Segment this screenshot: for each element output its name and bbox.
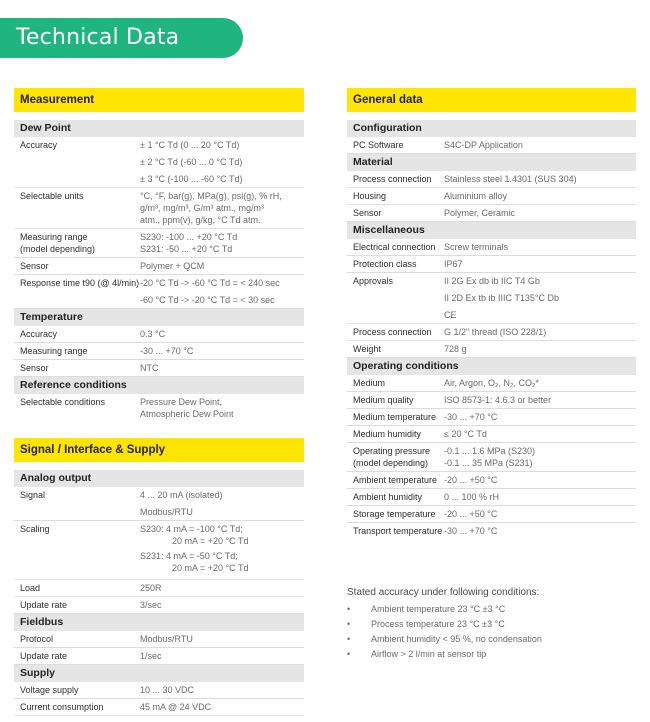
table-row [347,137,636,154]
table-row [14,682,304,699]
value-line: S231: -50 ... +20 °C Td [140,244,233,254]
value-line: S231: 4 mA = -50 °C Td; [140,551,238,561]
value-line: 10 ... 30 VDC [140,685,195,695]
row-value [140,701,211,713]
row-label: Electrical connection [353,242,436,252]
value-line: S230: 4 mA = -100 °C Td; [140,524,243,534]
scaling-s231 [140,550,248,574]
table-row [347,324,636,341]
row-label [20,231,140,255]
table-row [14,580,304,597]
accuracy-notes [347,587,542,664]
value-line: ISO 8573-1: 4.6.3 or better [444,395,552,405]
table-row [14,521,304,580]
value-line: Aluminium alloy [444,191,508,201]
value-line: 4 ... 20 mA (isolated) [140,490,223,500]
value-line: g/m³, mg/m³, G/m³ atm., mg/m³ [140,203,264,213]
group-header-miscellaneous: Miscellaneous [347,222,636,239]
group-header-material: Material [347,154,636,171]
table-row [347,489,636,506]
row-value [444,525,497,537]
row-label: Transport temperature [353,526,443,536]
row-value [140,396,234,420]
group-header-temperature: Temperature [14,309,304,326]
value-line: Screw terminals [444,242,509,252]
row-value [444,173,577,185]
table-row [347,205,636,222]
row-value [444,474,497,486]
group-header-supply: Supply [14,665,304,682]
value-line: ≤ 20 °C Td [444,429,487,439]
notes-list [347,604,542,659]
row-label: Current consumption [20,702,104,712]
value-line: 0 ... 100 % rH [444,492,500,502]
notes-title: Stated accuracy under following conditions: [347,587,540,598]
row-value [444,207,515,219]
table-row [14,326,304,343]
table-row [14,275,304,309]
row-value [140,345,193,357]
row-label: Update rate [20,600,68,610]
row-label: Sensor [20,261,49,271]
row-value [444,508,497,520]
row-value [444,377,539,389]
label-line: (model depending) [20,244,96,254]
row-value [140,328,165,340]
row-value [140,231,237,255]
row-label: Medium humidity [353,429,422,439]
value-line: 1/sec [140,651,162,661]
list-item: • Ambient humidity < 95 %, no condensation [347,634,542,644]
row-value [444,428,487,440]
table-row [14,699,304,716]
table-row [14,648,304,665]
row-value [140,277,280,306]
value-line: -30 ... +70 °C [140,346,194,356]
label-line: Measuring range [20,232,88,242]
value-line: II 2D Ex tb ib IIIC T135°C Db [444,293,559,303]
table-row [14,597,304,614]
value-line: ± 1 °C Td (0 ... 20 °C Td) [140,140,240,150]
row-value [140,260,204,272]
value-line: 0.3 °C [140,329,166,339]
value-line: NTC [140,363,159,373]
value-line: Stainless steel 1.4301 (SUS 304) [444,174,577,184]
label-line: Operating pressure [353,446,431,456]
table-row [347,392,636,409]
value-line: 45 mA @ 24 VDC [140,702,212,712]
table-row [347,426,636,443]
value-line: 728 g [444,344,467,354]
measurement-section [14,88,304,422]
table-row [14,137,304,188]
row-value [444,411,497,423]
row-label: Selectable units [20,191,84,201]
value-line: 250R [140,583,162,593]
value-line: -20 °C Td -> -60 °C Td = < 240 sec [140,278,280,288]
table-row [14,229,304,258]
list-item: • Airflow > 2 l/min at sensor tip [347,649,542,659]
signal-section [14,438,304,716]
row-label: Sensor [20,363,49,373]
value-line: ± 2 °C Td (-60 ... 0 °C Td) [140,157,243,167]
table-row [347,375,636,392]
row-label [353,445,444,469]
row-value [140,633,193,645]
list-item: • Ambient temperature 23 °C ±3 °C [347,604,542,614]
group-header-operating-conditions: Operating conditions [347,358,636,375]
value-line: Modbus/RTU [140,634,193,644]
value-line: Polymer + QCM [140,261,205,271]
value-line: °C, °F, bar(g), MPa(g), psi(g), % rH, [140,191,282,201]
row-label: Measuring range [20,346,88,356]
table-row [14,360,304,377]
value-line: -20 ... +50 °C [444,509,498,519]
row-label: PC Software [353,140,404,150]
table-row [14,487,304,521]
row-value [140,523,248,577]
value-line: -0.1 ... 35 MPa (S231) [444,458,533,468]
row-label: Protocol [20,634,54,644]
page-title: Technical Data [16,25,180,50]
row-value [444,241,508,253]
value-line: -20 ... +50 °C [444,475,498,485]
value-line: 20 mA = +20 °C Td [172,563,249,573]
row-value [140,650,162,662]
value-line: 3/sec [140,600,162,610]
value-line: -60 °C Td -> -20 °C Td = < 30 sec [140,295,275,305]
value-line: IP67 [444,259,463,269]
value-line: ± 3 °C (-100 ... -60 °C Td) [140,174,243,184]
group-header-configuration: Configuration [347,120,636,137]
row-value [140,190,282,226]
row-label: Accuracy [20,329,58,339]
row-label: Response time t90 (@ 4l/min) [20,278,140,288]
row-value [140,489,223,518]
row-label: Protection class [353,259,417,269]
row-label: Medium quality [353,395,414,405]
table-row [347,523,636,539]
value-line: S4C-DP Application [444,140,523,150]
row-value [140,582,162,594]
value-line: Pressure Dew Point, [140,397,223,407]
row-value [140,362,159,374]
row-label: Selectable conditions [20,397,106,407]
value-line: -0.1 ... 1.6 MPa (S230) [444,446,536,456]
table-row [14,394,304,422]
row-label: Voltage supply [20,685,79,695]
row-value [444,445,535,469]
table-row [347,188,636,205]
row-label: Approvals [353,276,394,286]
value-line: S230: -100 ... +20 °C Td [140,232,238,242]
table-row [347,171,636,188]
row-label: Accuracy [20,140,58,150]
row-value [444,394,551,406]
table-row [14,343,304,360]
value-line: G 1/2" thread (ISO 228/1) [444,327,547,337]
row-label: Process connection [353,327,432,337]
table-row [347,472,636,489]
table-row [347,256,636,273]
row-label: Update rate [20,651,68,661]
row-label: Ambient temperature [353,475,438,485]
label-line: (model depending) [353,458,429,468]
section-title-measurement: Measurement [14,88,304,112]
row-label: Sensor [353,208,382,218]
value-line: atm., ppm(v), g/kg, °C Td atm. [140,215,261,225]
group-header-reference-conditions: Reference conditions [14,377,304,394]
value-line: Modbus/RTU [140,507,193,517]
value-line: Polymer, Ceramic [444,208,516,218]
table-row [347,506,636,523]
group-header-analog-output: Analog output [14,470,304,487]
value-line: CE [444,310,457,320]
list-item: • Process temperature 23 °C ±3 °C [347,619,542,629]
table-row [347,239,636,256]
row-value [444,139,523,151]
group-header-fieldbus: Fieldbus [14,614,304,631]
row-label: Housing [353,191,387,201]
row-label: Medium temperature [353,412,437,422]
row-value [444,258,463,270]
row-label: Signal [20,490,46,500]
row-value [444,326,546,338]
page-title-banner [0,18,243,58]
row-label: Weight [353,344,381,354]
row-label: Load [20,583,41,593]
value-line: II 2G Ex db ib IIC T4 Gb [444,276,540,286]
row-label: Ambient humidity [353,492,423,502]
scaling-s230 [140,523,248,547]
value-line: -30 ... +70 °C [444,526,498,536]
value-line: Atmospheric Dew Point [140,409,234,419]
table-row [347,443,636,472]
table-row [347,409,636,426]
value-line: 20 mA = +20 °C Td [172,536,249,546]
row-value [140,599,162,611]
general-data-section [347,88,636,539]
row-label: Scaling [20,524,50,534]
table-row [14,258,304,275]
table-row [14,188,304,229]
value-line: -30 ... +70 °C [444,412,498,422]
section-title-general: General data [347,88,636,112]
table-row [14,631,304,648]
table-row [347,273,636,324]
table-row [347,341,636,358]
row-value [444,491,499,503]
row-value [444,343,467,355]
row-value [140,139,243,185]
section-title-signal: Signal / Interface & Supply [14,438,304,462]
row-value [444,275,559,321]
row-label: Medium [353,378,386,388]
row-label: Storage temperature [353,509,436,519]
group-header-dew-point: Dew Point [14,120,304,137]
row-label: Process connection [353,174,432,184]
row-value [444,190,507,202]
value-line: Air, Argon, O₂, N₂, CO₂* [444,378,540,388]
row-value [140,684,194,696]
